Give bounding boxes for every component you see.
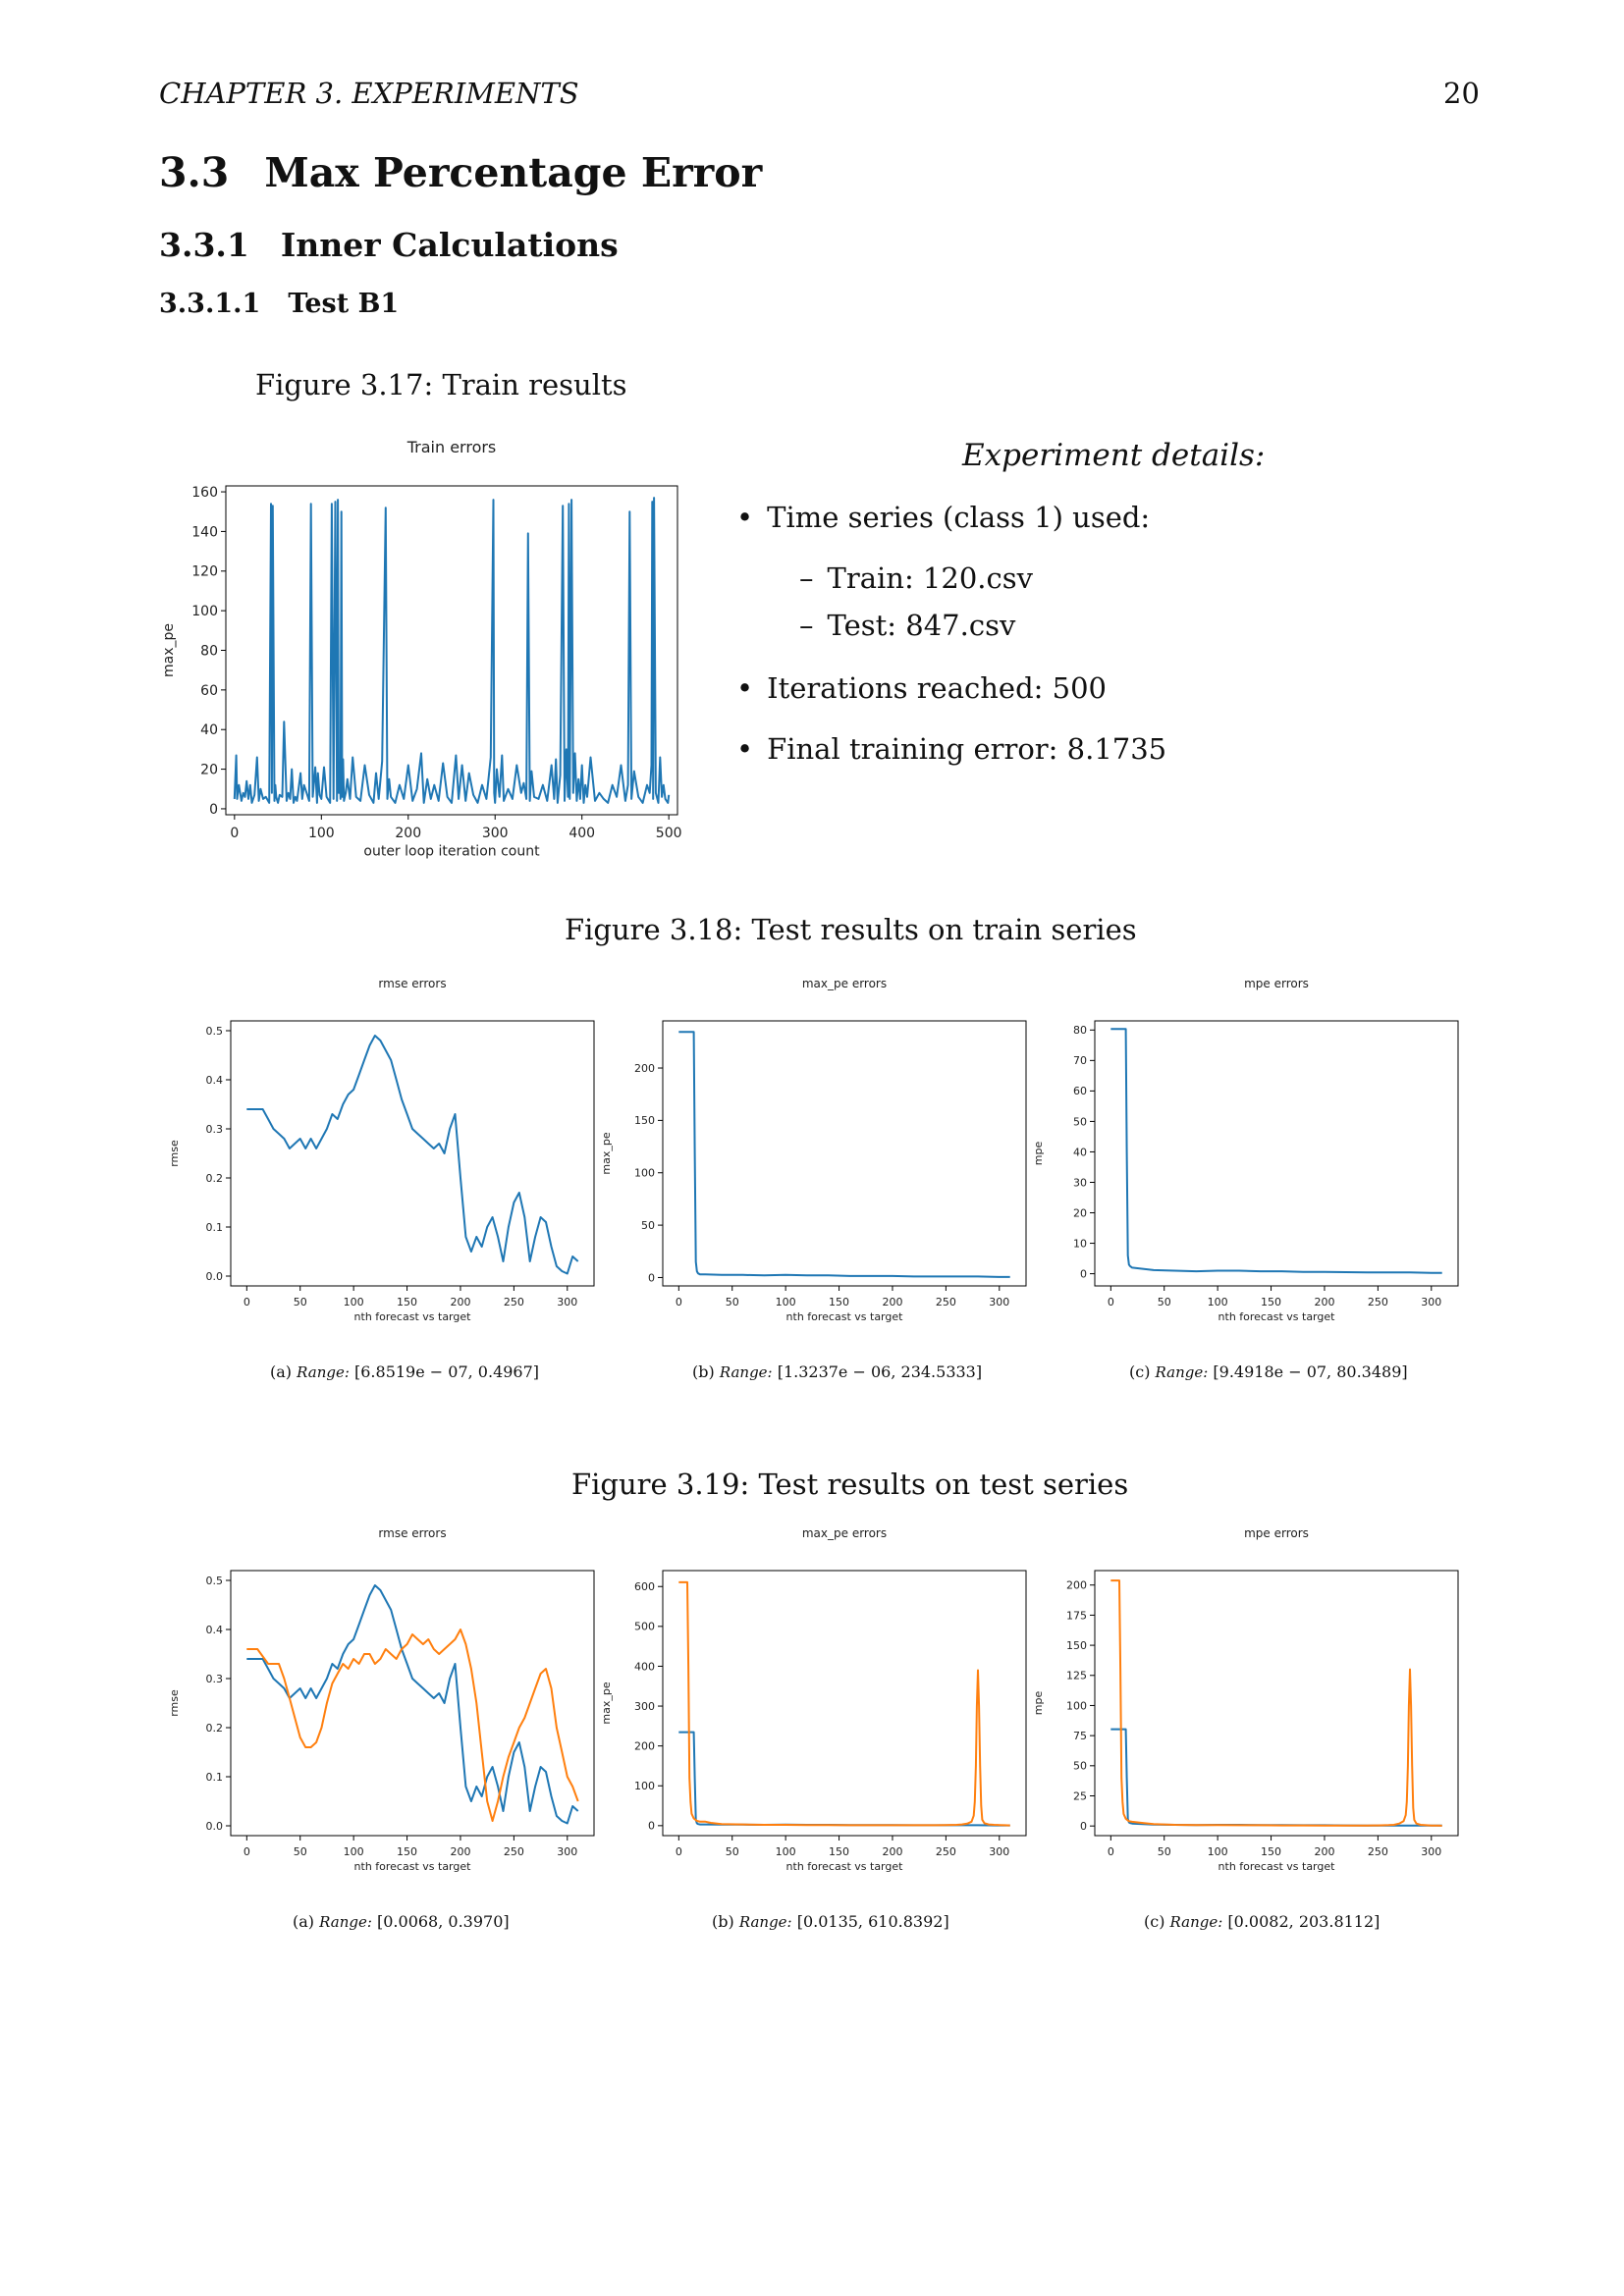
y-tick-label: 75	[1073, 1729, 1087, 1742]
y-tick-label: 100	[634, 1166, 655, 1180]
x-tick-label: 200	[1314, 1845, 1335, 1858]
section-title: Max Percentage Error	[264, 149, 763, 196]
subcaption-tag: (b)	[692, 1362, 715, 1381]
x-tick-label: 150	[397, 1845, 418, 1858]
y-tick-label: 0.5	[205, 1574, 223, 1587]
range-label: Range:	[719, 1363, 773, 1381]
y-tick-label: 160	[191, 484, 218, 501]
y-axis-label: rmse	[168, 1689, 181, 1717]
x-tick-label: 50	[293, 1845, 307, 1858]
page-number: 20	[1443, 77, 1480, 110]
y-tick-label: 50	[641, 1218, 655, 1232]
y-tick-label: 10	[1073, 1237, 1087, 1251]
chart-title: mpe errors	[1244, 977, 1309, 990]
range-label: Range:	[1169, 1913, 1223, 1931]
section-heading	[159, 149, 762, 196]
y-tick-label: 40	[200, 722, 218, 739]
subcaption	[712, 1912, 949, 1931]
range-value: [0.0135, 610.8392]	[796, 1912, 949, 1931]
y-tick-label: 175	[1066, 1609, 1087, 1623]
bullet-marker: •	[736, 501, 754, 534]
range-label: Range:	[738, 1913, 792, 1931]
x-tick-label: 200	[882, 1296, 903, 1308]
chart-title: max_pe errors	[801, 1526, 888, 1540]
y-tick-label: 0	[209, 801, 218, 818]
y-tick-label: 300	[634, 1699, 655, 1713]
x-tick-label: 100	[1207, 1845, 1228, 1858]
x-tick-label: 100	[1207, 1296, 1228, 1308]
detail-subitem-text: Train: 120.csv	[827, 561, 1034, 595]
y-tick-label: 140	[191, 524, 218, 541]
train-series-rmse-chart	[162, 977, 604, 1340]
detail-item-text: Final training error: 8.1735	[767, 732, 1167, 766]
x-axis-label: nth forecast vs target	[1218, 1310, 1335, 1324]
x-tick-label: 250	[503, 1296, 524, 1308]
x-tick-label: 200	[395, 826, 422, 841]
x-tick-label: 50	[725, 1845, 739, 1858]
y-tick-label: 200	[634, 1739, 655, 1753]
subsection-number: 3.3.1	[159, 226, 249, 264]
series-line	[246, 1585, 577, 1824]
y-tick-label: 150	[1066, 1638, 1087, 1652]
series-line	[1110, 1730, 1441, 1826]
range-value: [0.0068, 0.3970]	[377, 1912, 510, 1931]
x-tick-label: 50	[1157, 1845, 1171, 1858]
y-tick-label: 0.2	[205, 1721, 223, 1735]
y-tick-label: 0.4	[205, 1623, 223, 1636]
y-tick-label: 100	[191, 604, 218, 620]
detail-item	[736, 501, 1150, 534]
y-tick-label: 600	[634, 1580, 655, 1594]
chart-title: rmse errors	[378, 977, 447, 990]
chart-title: Train errors	[406, 438, 497, 456]
train-errors-chart	[157, 432, 687, 883]
x-tick-label: 200	[450, 1845, 471, 1858]
y-tick-label: 100	[634, 1780, 655, 1793]
y-tick-label: 0.3	[205, 1122, 223, 1136]
series-line	[678, 1032, 1009, 1277]
range-label: Range:	[319, 1913, 372, 1931]
detail-subitem	[799, 561, 1033, 595]
x-tick-label: 150	[1261, 1845, 1282, 1858]
x-axis-label: nth forecast vs target	[353, 1860, 471, 1874]
subcaption-tag: (a)	[270, 1362, 293, 1381]
range-value: [1.3237e − 06, 234.5333]	[777, 1362, 983, 1381]
subcaption-tag: (b)	[712, 1912, 734, 1931]
x-tick-label: 250	[503, 1845, 524, 1858]
y-axis-label: mpe	[1032, 1141, 1045, 1166]
plot-frame	[1095, 1571, 1458, 1836]
y-tick-label: 120	[191, 563, 218, 580]
x-axis-label: nth forecast vs target	[1218, 1860, 1335, 1874]
y-tick-label: 60	[200, 682, 218, 699]
x-tick-label: 300	[989, 1845, 1010, 1858]
x-tick-label: 250	[935, 1845, 956, 1858]
y-tick-label: 0.3	[205, 1672, 223, 1685]
x-tick-label: 150	[829, 1845, 850, 1858]
y-tick-label: 0.1	[205, 1220, 223, 1234]
y-tick-label: 60	[1073, 1085, 1087, 1098]
y-tick-label: 0.1	[205, 1770, 223, 1784]
subsubsection-heading	[159, 289, 399, 319]
x-tick-label: 50	[725, 1296, 739, 1308]
train-series-mpe-chart	[1026, 977, 1468, 1340]
series-line	[678, 1582, 1009, 1826]
x-tick-label: 150	[1261, 1296, 1282, 1308]
series-line	[235, 498, 669, 803]
y-tick-label: 40	[1073, 1146, 1087, 1159]
y-axis-label: max_pe	[600, 1682, 613, 1725]
detail-item-text: Iterations reached: 500	[767, 671, 1107, 705]
plot-frame	[1095, 1021, 1458, 1286]
x-tick-label: 150	[829, 1296, 850, 1308]
detail-subitem-text: Test: 847.csv	[827, 609, 1016, 642]
x-tick-label: 100	[343, 1296, 364, 1308]
plot-frame	[663, 1021, 1026, 1286]
detail-item-text: Time series (class 1) used:	[767, 501, 1151, 534]
subcaption-tag: (c)	[1144, 1912, 1165, 1931]
x-tick-label: 100	[307, 826, 335, 841]
detail-item	[736, 671, 1107, 705]
subcaption	[1144, 1912, 1380, 1931]
y-tick-label: 30	[1073, 1176, 1087, 1190]
y-tick-label: 150	[634, 1114, 655, 1128]
x-tick-label: 150	[397, 1296, 418, 1308]
range-value: [6.8519e − 07, 0.4967]	[354, 1362, 540, 1381]
x-tick-label: 250	[1367, 1845, 1388, 1858]
chart-title: max_pe errors	[801, 977, 888, 990]
y-axis-label: max_pe	[161, 622, 177, 678]
y-tick-label: 80	[1073, 1024, 1087, 1038]
section-number: 3.3	[159, 149, 230, 196]
x-tick-label: 100	[775, 1296, 796, 1308]
range-value: [9.4918e − 07, 80.3489]	[1213, 1362, 1408, 1381]
y-tick-label: 25	[1073, 1789, 1087, 1803]
series-line	[1110, 1029, 1441, 1273]
x-tick-label: 300	[481, 826, 509, 841]
y-tick-label: 400	[634, 1660, 655, 1674]
subsection-heading	[159, 226, 619, 264]
detail-item	[736, 732, 1166, 766]
test-series-rmse-chart	[162, 1526, 604, 1890]
y-tick-label: 80	[200, 643, 218, 660]
y-axis-label: mpe	[1032, 1690, 1045, 1716]
chart-title: rmse errors	[378, 1526, 447, 1540]
x-tick-label: 0	[230, 826, 240, 841]
x-tick-label: 300	[557, 1296, 578, 1308]
x-tick-label: 300	[557, 1845, 578, 1858]
x-tick-label: 50	[1157, 1296, 1171, 1308]
x-tick-label: 50	[293, 1296, 307, 1308]
x-tick-label: 300	[1421, 1845, 1442, 1858]
y-tick-label: 20	[1073, 1206, 1087, 1220]
x-axis-label: nth forecast vs target	[785, 1860, 903, 1874]
y-tick-label: 200	[634, 1061, 655, 1075]
bullet-marker: •	[736, 732, 754, 766]
train-series-max-pe-chart	[594, 977, 1036, 1340]
y-tick-label: 20	[200, 762, 218, 778]
x-tick-label: 0	[1107, 1296, 1114, 1308]
running-header: CHAPTER 3. EXPERIMENTS	[159, 77, 579, 110]
range-label: Range:	[297, 1363, 350, 1381]
y-tick-label: 125	[1066, 1669, 1087, 1682]
figure-3-19-caption: Figure 3.19: Test results on test series	[571, 1468, 1129, 1501]
y-tick-label: 70	[1073, 1054, 1087, 1068]
x-tick-label: 250	[935, 1296, 956, 1308]
y-tick-label: 0.0	[205, 1269, 223, 1283]
subcaption-tag: (a)	[293, 1912, 315, 1931]
x-tick-label: 200	[882, 1845, 903, 1858]
subcaption	[692, 1362, 982, 1381]
y-tick-label: 200	[1066, 1578, 1087, 1592]
x-tick-label: 100	[343, 1845, 364, 1858]
x-tick-label: 0	[675, 1845, 682, 1858]
range-value: [0.0082, 203.8112]	[1227, 1912, 1380, 1931]
plot-frame	[231, 1021, 594, 1286]
x-tick-label: 200	[1314, 1296, 1335, 1308]
series-line	[246, 1036, 577, 1274]
x-tick-label: 0	[243, 1296, 250, 1308]
y-tick-label: 0	[648, 1271, 655, 1285]
x-axis-label: outer loop iteration count	[363, 843, 540, 860]
x-tick-label: 200	[450, 1296, 471, 1308]
figure-3-17-caption: Figure 3.17: Train results	[255, 368, 627, 401]
subsection-title: Inner Calculations	[280, 226, 619, 264]
y-tick-label: 0.0	[205, 1819, 223, 1833]
subcaption	[270, 1362, 539, 1381]
subsubsection-title: Test B1	[288, 289, 400, 319]
y-tick-label: 50	[1073, 1115, 1087, 1129]
x-tick-label: 0	[243, 1845, 250, 1858]
series-line	[678, 1733, 1009, 1826]
y-axis-label: rmse	[168, 1140, 181, 1167]
y-tick-label: 0	[1080, 1267, 1087, 1281]
chart-title: mpe errors	[1244, 1526, 1309, 1540]
y-tick-label: 0	[648, 1819, 655, 1833]
y-axis-label: max_pe	[600, 1132, 613, 1175]
experiment-details-title: Experiment details:	[962, 438, 1266, 473]
dash-marker: –	[799, 609, 814, 642]
dash-marker: –	[799, 561, 814, 595]
plot-frame	[231, 1571, 594, 1836]
x-axis-label: nth forecast vs target	[353, 1310, 471, 1324]
x-axis-label: nth forecast vs target	[785, 1310, 903, 1324]
plot-frame	[663, 1571, 1026, 1836]
y-tick-label: 50	[1073, 1759, 1087, 1773]
test-series-mpe-chart	[1026, 1526, 1468, 1890]
y-tick-label: 0.4	[205, 1073, 223, 1087]
x-tick-label: 300	[989, 1296, 1010, 1308]
x-tick-label: 0	[675, 1296, 682, 1308]
y-tick-label: 0.5	[205, 1024, 223, 1038]
subcaption	[1129, 1362, 1408, 1381]
subsubsection-number: 3.3.1.1	[159, 289, 261, 319]
x-tick-label: 300	[1421, 1296, 1442, 1308]
y-tick-label: 0.2	[205, 1171, 223, 1185]
plot-frame	[226, 486, 677, 815]
x-tick-label: 400	[568, 826, 596, 841]
x-tick-label: 250	[1367, 1296, 1388, 1308]
series-line	[1110, 1580, 1441, 1826]
test-series-max-pe-chart	[594, 1526, 1036, 1890]
y-tick-label: 500	[634, 1620, 655, 1633]
x-tick-label: 500	[655, 826, 682, 841]
subcaption	[293, 1912, 510, 1931]
detail-subitem	[799, 609, 1015, 642]
x-tick-label: 0	[1107, 1845, 1114, 1858]
y-tick-label: 100	[1066, 1699, 1087, 1713]
range-label: Range:	[1155, 1363, 1209, 1381]
x-tick-label: 100	[775, 1845, 796, 1858]
subcaption-tag: (c)	[1129, 1362, 1151, 1381]
y-tick-label: 0	[1080, 1820, 1087, 1834]
figure-3-18-caption: Figure 3.18: Test results on train series	[565, 913, 1137, 946]
bullet-marker: •	[736, 671, 754, 705]
